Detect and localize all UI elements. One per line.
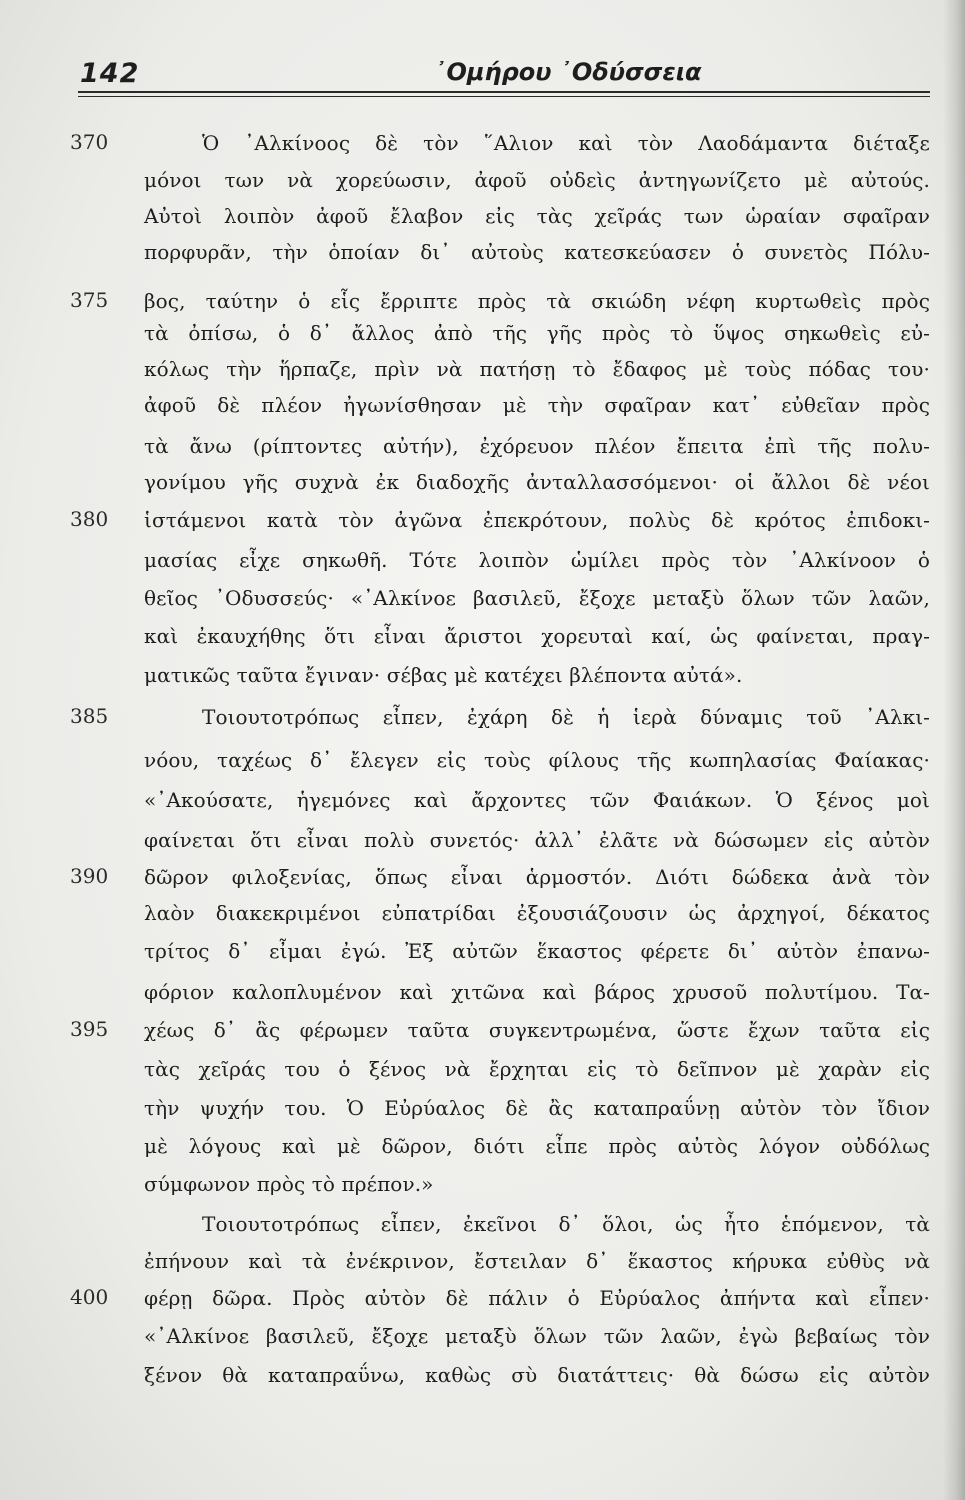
line-text: τὰ ἄνω (ρίπτοντες αὐτήν), ἐχόρευον πλέον ἔπειτα ἐπὶ τῆς πολυ- [144,434,930,458]
verse-line [0,583,965,619]
line-text: καὶ ἐκαυχήθης ὅτι εἶναι ἄριστοι χορευταὶ καί, ὡς φαίνεται, πραγ- [144,624,930,648]
line-text: Ὁ ᾿Αλκίνοος δὲ τὸν ῞Αλιον καὶ τὸν Λαοδάμαντα διέταξε [202,131,930,155]
verse-line [0,390,965,426]
line-text: σύμφωνον πρὸς τὸ πρέπον.» [144,1172,434,1196]
line-text: Τοιουτοτρόπως εἶπεν, ἐκεῖνοι δ᾿ ὅλοι, ὡς ἦτο ἑπόμενον, τὰ [202,1212,930,1236]
verse-line [0,201,965,237]
verse-line [0,1360,965,1396]
line-text: χέως δ᾿ ἂς φέρωμεν ταῦτα συγκεντρωμένα, ὥστε ἔχων ταῦτα εἰς [144,1018,930,1042]
line-text: βος, ταύτην ὁ εἷς ἔρριπτε πρὸς τὰ σκιώδη νέφη κυρτωθεὶς πρὸς [144,289,930,313]
line-number: 395 [70,1017,109,1041]
verse-line [0,1131,965,1167]
verse-line [0,825,965,861]
line-text: τρίτος δ᾿ εἶμαι ἐγώ. Ἐξ αὐτῶν ἕκαστος φέρετε δι᾿ αὐτὸν ἐπανω- [144,939,930,963]
line-text: ἐπήνουν καὶ τὰ ἐνέκρινον, ἔστειλαν δ᾿ ἕκαστος κήρυκα εὐθὺς νὰ [144,1249,930,1273]
line-text: γονίμου γῆς συχνὰ ἐκ διαδοχῆς ἀνταλλασσόμενοι· οἱ ἄλλοι δὲ νέοι [144,470,930,494]
line-number: 380 [70,507,109,531]
verse-line [0,862,965,898]
spine-shadow [943,0,965,1500]
page-number: 142 [80,58,140,89]
line-text: «᾿Αλκίνοε βασιλεῦ, ἔξοχε μεταξὺ ὅλων τῶν λαῶν, ἐγὼ βεβαίως τὸν [144,1324,930,1348]
verse-line [0,1246,965,1282]
verse-line [0,1093,965,1129]
line-number: 390 [70,864,109,888]
line-text: ἱστάμενοι κατὰ τὸν ἀγῶνα ἐπεκρότουν, πολὺς δὲ κρότος ἐπιδοκι- [144,508,930,532]
line-text: Αὐτοὶ λοιπὸν ἀφοῦ ἔλαβον εἰς τὰς χεῖράς των ὡραίαν σφαῖραν [144,204,930,228]
verse-line [0,936,965,972]
line-text: ἀφοῦ δὲ πλέον ἠγωνίσθησαν μὲ τὴν σφαῖραν κατ᾿ εὐθεῖαν πρὸς [144,393,930,417]
verse-line [0,431,965,467]
line-number: 370 [70,130,109,154]
verse-line [0,1054,965,1090]
verse-line [0,128,965,164]
verse-line [0,545,965,581]
verse-line [0,1283,965,1319]
line-text: μὲ λόγους καὶ μὲ δῶρον, διότι εἶπε πρὸς αὐτὸς λόγον οὐδόλως [144,1134,930,1158]
line-text: μόνοι των νὰ χορεύωσιν, ἀφοῦ οὐδεὶς ἀντηγωνίζετο μὲ αὐτούς. [144,168,930,192]
verse-line [0,237,965,273]
line-text: κόλως τὴν ἥρπαζε, πρὶν νὰ πατήσῃ τὸ ἔδαφος μὲ τοὺς πόδας του· [144,357,930,381]
verse-line [0,898,965,934]
line-text: ματικῶς ταῦτα ἔγιναν· σέβας μὲ κατέχει βλέποντα αὐτά». [144,663,743,687]
line-text: φόριον καλοπλυμένον καὶ χιτῶνα καὶ βάρος χρυσοῦ πολυτίμου. Τα- [144,980,930,1004]
header-rule-thin [78,96,930,97]
page-header [78,48,930,100]
verse-line [0,1169,965,1205]
verse-line [0,286,965,322]
line-text: φαίνεται ὅτι εἶναι πολὺ συνετός· ἀλλ᾿ ἐλᾶτε νὰ δώσωμεν εἰς αὐτὸν [144,828,930,852]
line-text: Τοιουτοτρόπως εἶπεν, ἐχάρη δὲ ἡ ἱερὰ δύναμις τοῦ ᾿Αλκι- [202,705,930,729]
line-text: τὴν ψυχήν του. Ὁ Εὐρύαλος δὲ ἂς καταπραΰνῃ αὐτὸν τὸν ἴδιον [144,1096,930,1120]
line-text: ξένον θὰ καταπραΰνω, καθὼς σὺ διατάττεις· θὰ δώσω εἰς αὐτὸν [144,1363,930,1387]
line-text: δῶρον φιλοξενίας, ὅπως εἶναι ἁρμοστόν. Διότι δώδεκα ἀνὰ τὸν [144,865,930,889]
line-text: μασίας εἶχε σηκωθῆ. Τότε λοιπὸν ὡμίλει πρὸς τὸν ᾿Αλκίνοον ὁ [144,548,930,572]
line-text: νόου, ταχέως δ᾿ ἔλεγεν εἰς τοὺς φίλους τῆς κωπηλασίας Φαίακας· [144,748,930,772]
header-rule-thick [78,91,930,93]
line-number: 385 [70,704,109,728]
line-text: φέρῃ δῶρα. Πρὸς αὐτὸν δὲ πάλιν ὁ Εὐρύαλος ἀπήντα καὶ εἶπεν· [144,1286,930,1310]
verse-line [0,1209,965,1245]
line-text: τὰς χεῖράς του ὁ ξένος νὰ ἔρχηται εἰς τὸ δεῖπνον μὲ χαρὰν εἰς [144,1057,930,1081]
verse-line [0,702,965,738]
verse-line [0,467,965,503]
line-text: θεῖος ᾿Οδυσσεύς· «᾿Αλκίνοε βασιλεῦ, ἔξοχε μεταξὺ ὅλων τῶν λαῶν, [144,586,930,610]
verse-line [0,354,965,390]
verse-line [0,621,965,657]
line-text: πορφυρᾶν, τὴν ὁποίαν δι᾿ αὐτοὺς κατεσκεύασεν ὁ συνετὸς Πόλυ- [144,240,930,264]
verse-line [0,1321,965,1357]
verse-line [0,785,965,821]
verse-line [0,505,965,541]
line-text: λαὸν διακεκριμένοι εὐπατρίδαι ἐξουσιάζουσιν ὡς ἀρχηγοί, δέκατος [144,901,930,925]
line-text: τὰ ὀπίσω, ὁ δ᾿ ἄλλος ἀπὸ τῆς γῆς πρὸς τὸ ὕψος σηκωθεὶς εὐ- [144,321,930,345]
line-text: «᾿Ακούσατε, ἡγεμόνες καὶ ἄρχοντες τῶν Φαιάκων. Ὁ ξένος μοὶ [144,788,930,812]
verse-line [0,660,965,696]
verse-line [0,1015,965,1051]
running-title: ᾿Ομήρου ᾿Οδύσσεια [434,58,702,86]
line-number: 375 [70,288,109,312]
verse-line [0,165,965,201]
verse-line [0,318,965,354]
verse-line [0,745,965,781]
verse-line [0,977,965,1013]
line-number: 400 [70,1285,109,1309]
